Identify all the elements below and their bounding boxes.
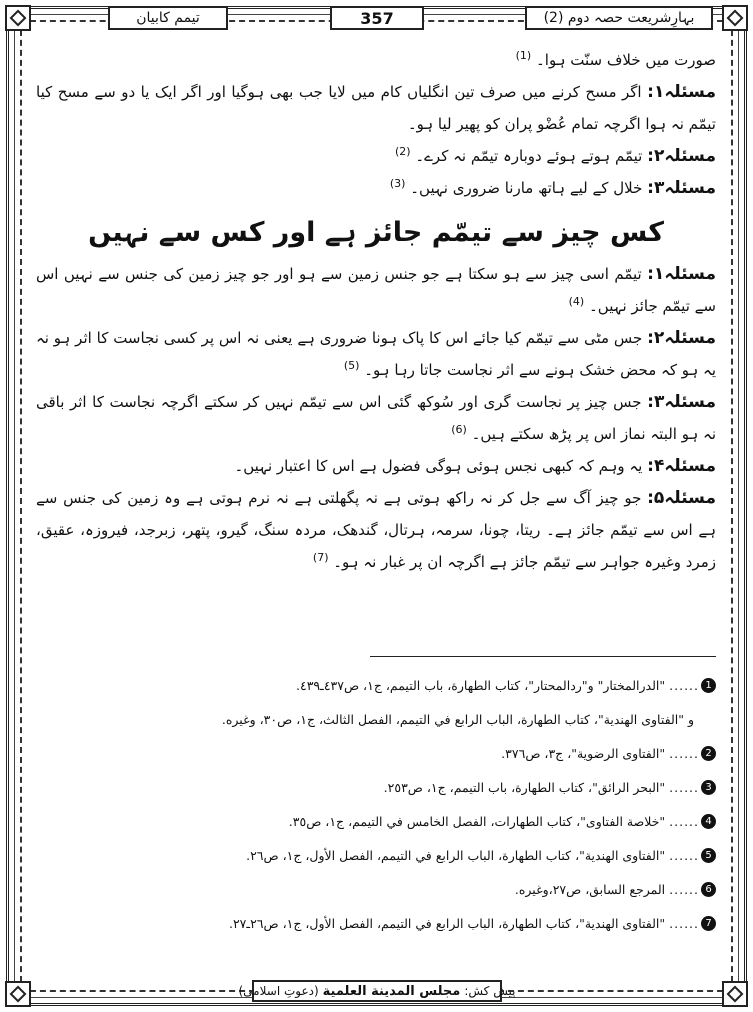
footnote-item [36,872,716,906]
footnote-item [36,838,716,872]
footnote-dots: ...... [669,881,699,897]
footnote-number: 2 [701,746,716,761]
footnote-text: "خلاصة الفتاوى"، كتاب الطهارات، الفصل الخامس في التيمم، ج١، ص٣٥. [288,813,666,829]
masala-label: مسئلہ۴: [647,456,716,476]
chapter-title: تیمم کابیان [108,6,228,30]
paragraph-text: جس چیز پر نجاست گری اور سُوکھ گئی اس سے تیمّم نہیں کر سکتے اگرچہ نجاست کا اثر باقی نہ ہو البتہ نماز اس پر پڑھ سکتے ہیں۔ [36,393,716,443]
page-header [0,6,753,32]
paragraph-text: اگر مسح کرنے میں صرف تین انگلیاں کام میں لایا جب بھی ہوگیا اور اگر ایک یا دو سے مسح کیا تیمّم نہ ہوا اگرچہ تمام عُضْو پران کو پھیر لیا ہو۔ [36,83,716,133]
masala-label: مسئلہ۵: [647,488,716,508]
footnote-ref: (2) [394,145,411,158]
paragraph [36,44,716,76]
footnote-text: "البحر الرائق"، كتاب الطهارة، باب التيمم، ج١، ص٢٥٣. [383,779,666,795]
publisher-name: مجلس المدينة العلمية [322,983,461,999]
footnote-number: 1 [701,678,716,693]
footnote-dots: ...... [669,847,699,863]
footnote-text: المرجع السابق، ص٢٧،وغيره. [514,881,666,897]
section-heading: کس چیز سے تیمّم جائز ہے اور کس سے نہیں [88,217,664,248]
footnote-item [36,702,716,736]
footnote-ref: (5) [343,359,360,372]
paragraph-text: تیمّم اسی چیز سے ہو سکتا ہے جو جنس زمین سے ہو اور جو چیز زمین کی جنس سے نہیں اس سے تیمّم جائز نہیں۔ [36,265,716,315]
publisher-box [238,980,516,1002]
footnote-text: "الفتاوى الهندية"، كتاب الطهارة، الباب الرابع في التيمم، الفصل الأول، ج١، ص٢٦. [246,847,666,863]
footnote-item [36,736,716,770]
footnote-ref: (6) [451,423,467,436]
footnote-dots: ...... [669,915,699,931]
paragraph-text: جس مٹی سے تیمّم کیا جائے اس کا پاک ہونا ضروری ہے یعنی نہ اس پر کسی نجاست کا اثر ہو نہ یہ ہو کہ محض خشک ہونے سے اثر نجاست جاتا رہا ہو۔ [36,329,716,379]
masala-3 [36,172,716,204]
footnote-dots: ...... [669,745,699,761]
masala-2 [36,322,716,386]
footnote-text: و "الفتاوى الهندية"، كتاب الطهارة، الباب الرابع في التيمم، الفصل الثالث، ج١، ص٣٠، وغيره. [221,711,694,727]
footnote-dots: ...... [669,813,699,829]
footnote-number: 4 [701,814,716,829]
masala-label: مسئلہ۲: [647,328,716,348]
masala-label: مسئلہ۲: [647,146,716,166]
masala-label: مسئلہ۳: [647,178,716,198]
footnote-ref: (4) [568,295,585,308]
masala-3 [36,386,716,450]
footnote-text: "الدرالمختار" و"ردالمحتار"، كتاب الطهارة، باب التيمم، ج١، ص٤٣٧ـ٤٣٩. [296,677,666,693]
footnote-number: 5 [701,848,716,863]
main-text [36,44,716,578]
masala-label: مسئلہ۱: [647,264,716,284]
footnote-separator [370,656,716,657]
paragraph-text: صورت میں خلاف سنّت ہوا۔ [536,51,716,69]
footnote-ref: (1) [515,49,532,62]
masala-2 [36,140,716,172]
masala-label: مسئلہ۱: [647,82,716,102]
presented-by-label: پیش کش: [464,984,516,998]
publisher-subtitle: (دعوتِ اسلامی) [238,984,319,998]
masala-4 [36,450,716,482]
footnote-text: "الفتاوى الرضوية"، ج٣، ص٣٧٦. [501,745,666,761]
masala-1 [36,76,716,140]
page-number: 357 [330,6,424,30]
footnote-number: 7 [701,916,716,931]
footnote-item [36,906,716,940]
page-footer [0,980,753,1004]
footnote-item [36,668,716,702]
footnote-item [36,770,716,804]
footnote-text: "الفتاوى الهندية"، كتاب الطهارة، الباب الرابع في التيمم، الفصل الأول، ج١، ص٢٦ـ٢٧. [228,915,666,931]
paragraph-text: یہ وہم کہ کبھی نجس ہوئی ہوگی فضول ہے اس کا اعتبار نہیں۔ [234,457,643,475]
footnote-dots: ...... [669,779,699,795]
paragraph-text: جو چیز آگ سے جل کر نہ راکھ ہوتی ہے نہ پگھلتی ہے نہ نرم ہوتی ہے وہ زمین کی جنس سے ہے اس سے تیمّم جائز ہے۔ ریتا، چونا، سرمہ، ہرتال، گندھک، مردہ سنگ، گیرو، پتھر، زبرجد، فیروزہ، عقیق، زمرد وغیرہ جواہر سے تیمّم جائز ہے اگرچہ ان پر غبار نہ ہو۔ [36,489,716,571]
book-title: بہارِشریعت حصہ دوم (2) [525,6,713,30]
paragraph-text: تیمّم ہوتے ہوئے دوبارہ تیمّم نہ کرے۔ [415,147,643,165]
footnote-ref: (3) [389,177,406,190]
footnote-number: 6 [701,882,716,897]
footnote-item [36,804,716,838]
footnote-number: 3 [701,780,716,795]
footnote-ref: (7) [312,551,329,564]
masala-1 [36,258,716,322]
footnote-dots: ...... [669,677,699,693]
paragraph-text: خلال کے لیے ہاتھ مارنا ضروری نہیں۔ [410,179,643,197]
footnotes [36,668,716,940]
masala-5 [36,482,716,578]
masala-label: مسئلہ۳: [647,392,716,412]
